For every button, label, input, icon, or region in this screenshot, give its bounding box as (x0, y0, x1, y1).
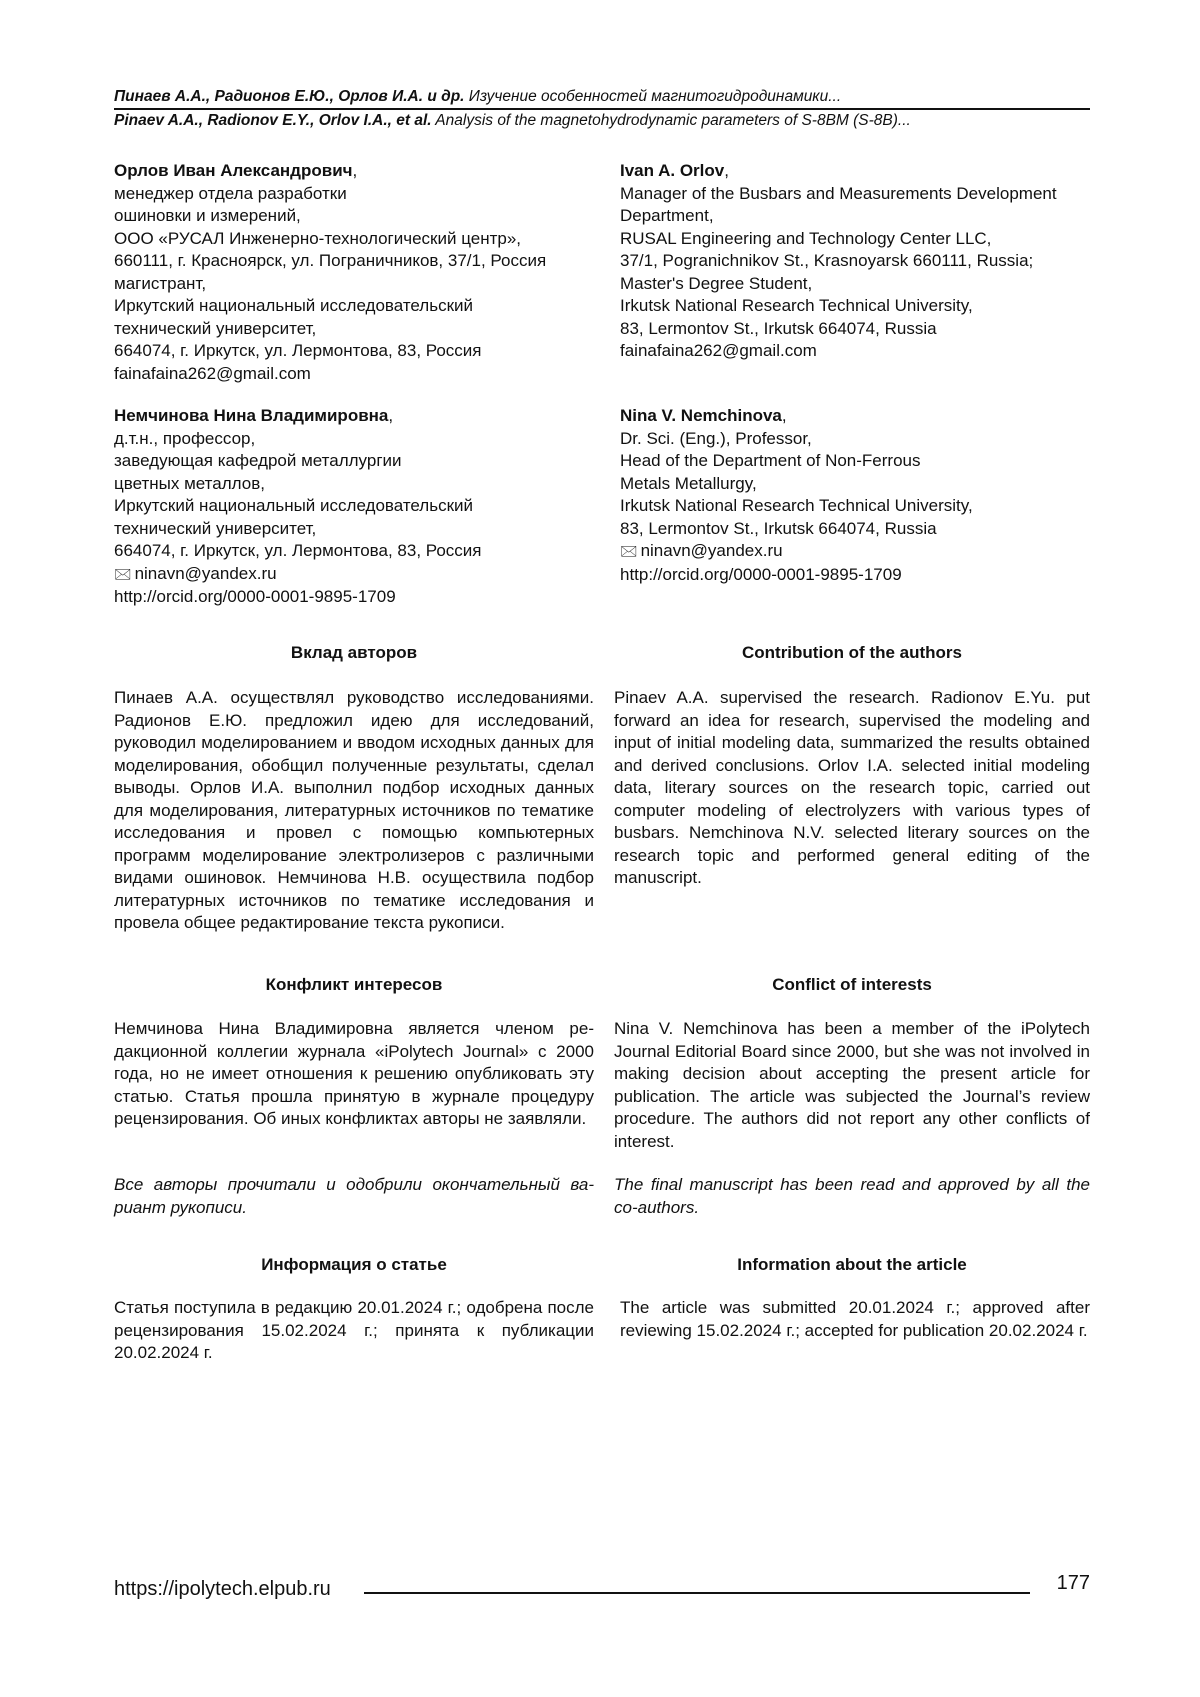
envelope-icon: 🖂 (114, 565, 132, 583)
header-en-authors: Pinaev A.A., Radionov E.Y., Orlov I.A., et al. (114, 112, 432, 129)
contribution-text-en: Pinaev A.A. supervised the research. Radionov E.Yu. put forward an idea for research, supervised the modeling and input of initial modeling data, summarized the results obtained and derived conclusions. Orlov I.A. selected initial modeling data, literary sources on the research topic, carried out computer modeling of electrolyzers with various types of busbars. Nemchinova N.V. selected literary sources on the research topic and performed general editing of the manuscript. (614, 688, 1090, 887)
author-email[interactable]: ninavn@yandex.ru (134, 563, 277, 583)
footer-rule (364, 1592, 1030, 1594)
author-line: Manager of the Busbars and Measurements Development (620, 183, 1057, 203)
author-name: Nina V. Nemchinova (620, 406, 782, 425)
author-line: ООО «РУСАЛ Инженерно-технологический центр», (114, 228, 522, 248)
header-ru-authors: Пинаев А.А., Радионов Е.Ю., Орлов И.А. и др. (114, 88, 465, 105)
author-line: заведующая кафедрой металлургии (114, 451, 402, 470)
running-header (114, 86, 1090, 132)
author-line: Head of the Department of Non-Ferrous (620, 451, 921, 470)
contribution-title-ru: Вклад авторов (290, 643, 418, 662)
author-name: Немчинова Нина Владимировна (114, 406, 389, 425)
author-line: RUSAL Engineering and Technology Center LLC, (620, 228, 992, 248)
author-line: 37/1, Pogranichnikov St., Krasnoyarsk 660111, Russia; (620, 251, 1034, 270)
conflict-title-ru: Конфликт интересов (265, 975, 443, 994)
author-line: Иркутский национальный исследовательский (114, 496, 474, 515)
author-nemchinova-ru: Немчинова Нина Владимировна, д.т.н., профессор, заведующая кафедрой металлургии цветных металлов, Иркутский национальный исследовательский технический университет, 664074, г. Иркутск, ул. Лермонтова, 83, Россия 🖂 ninavn@yandex.ru http://orcid.org/0000-0001-9895-1709 (114, 405, 594, 609)
header-en-title: Analysis of the magnetohydrodynamic parameters of S-8BM (S-8B)... (431, 112, 911, 129)
author-line: 660111, г. Красноярск, ул. Пограничников, 37/1, Россия (114, 251, 547, 270)
page-number: 177 (1056, 1572, 1090, 1594)
author-line: магистрант, (114, 273, 207, 293)
author-line: менеджер отдела разработки (114, 183, 347, 203)
author-line: Irkutsk National Research Technical University, (620, 296, 973, 315)
conflict-title-en: Conflict of interests (772, 975, 932, 994)
author-line: технический университет, (114, 318, 317, 338)
header-en-line (114, 110, 1090, 132)
author-line: Иркутский национальный исследовательский (114, 296, 474, 315)
footer-url[interactable]: https://ipolytech.elpub.ru (114, 1578, 331, 1600)
author-orcid[interactable]: http://orcid.org/0000-0001-9895-1709 (114, 587, 396, 606)
approval-text-ru: Все авторы прочитали и одобрили окончательный вариант рукописи. (114, 1175, 594, 1217)
article-info-title-ru: Информация о статье (261, 1255, 447, 1274)
author-orlov-ru: Орлов Иван Александрович, менеджер отдела разработки ошиновки и измерений, ООО «РУСАЛ Инженерно-технологический центр», 660111, г. Красноярск, ул. Пограничников, 37/1, Россия магистрант, Иркутский национальный исследовательский технический университет, 664074, г. Иркутск, ул. Лермонтова, 83, Россия fainafaina262@gmail.com (114, 160, 594, 385)
contribution-title-en: Contribution of the authors (741, 643, 963, 662)
author-email[interactable]: ninavn@yandex.ru (640, 541, 783, 560)
author-nemchinova-en: Nina V. Nemchinova, Dr. Sci. (Eng.), Professor, Head of the Department of Non-Ferrous Metals Metallurgy, Irkutsk National Research Technical University, 83, Lermontov St., Irkutsk 664074, Russia 🖂 ninavn@yandex.ru http://orcid.org/0000-0001-9895-1709 (620, 405, 1090, 586)
author-line: 83, Lermontov St., Irkutsk 664074, Russia (620, 318, 937, 338)
author-email[interactable]: fainafaina262@gmail.com (620, 341, 817, 360)
author-line: Irkutsk National Research Technical University, (620, 496, 973, 515)
author-line: Master's Degree Student, (620, 273, 813, 293)
author-line: ошиновки и измерений, (114, 206, 301, 225)
author-line: 664074, г. Иркутск, ул. Лермонтова, 83, Россия (114, 341, 482, 360)
author-line: Department, (620, 206, 714, 225)
author-line: д.т.н., профессор, (114, 428, 256, 448)
author-line: 83, Lermontov St., Irkutsk 664074, Russia (620, 518, 937, 538)
author-line: 664074, г. Иркутск, ул. Лермонтова, 83, Россия (114, 541, 482, 560)
author-name: Орлов Иван Александрович (114, 161, 353, 180)
author-email[interactable]: fainafaina262@gmail.com (114, 363, 311, 383)
author-orcid[interactable]: http://orcid.org/0000-0001-9895-1709 (620, 564, 902, 584)
page-footer (114, 1572, 1090, 1608)
author-line: Metals Metallurgy, (620, 473, 757, 493)
conflict-text-en: Nina V. Nemchinova has been a member of the iPolytech Journal Editorial Board since 2000, but she was not involved in making decision about accepting the present article for publication. The article was subjected the Journal’s review procedure. The authors did not report any other conflicts of interest. (614, 1019, 1090, 1151)
article-info-title-en: Information about the article (737, 1255, 967, 1274)
article-info-text-en: The article was submitted 20.01.2024 г.; approved after reviewing 15.02.2024 г.; accepted for publication 20.02.2024 г. (620, 1298, 1090, 1340)
author-line: технический университет, (114, 518, 317, 538)
author-line: цветных металлов, (114, 473, 265, 493)
article-info-text-ru: Статья поступила в редакцию 20.01.2024 г.; одобрена после рецензирования 15.02.2024 г.; принята к публикации 20.02.2024 г. (114, 1298, 594, 1362)
header-ru-line (114, 86, 1090, 108)
header-ru-title: Изучение особенностей магнитогидродинамики... (464, 88, 842, 105)
author-orlov-en: Ivan A. Orlov, Manager of the Busbars and Measurements Development Department, RUSAL Engineering and Technology Center LLC, 37/1, Pogranichnikov St., Krasnoyarsk 660111, Russia; Master's Degree Student, Irkutsk National Research Technical University, 83, Lermontov St., Irkutsk 664074, Russia fainafaina262@gmail.com (620, 160, 1090, 363)
author-name: Ivan A. Orlov (620, 161, 725, 180)
approval-text-en: The final manuscript has been read and approved by all the co-authors. (614, 1175, 1090, 1217)
author-line: Dr. Sci. (Eng.), Professor, (620, 428, 812, 448)
conflict-text-ru: Немчинова Нина Владимировна является членом редакционной коллегии журнала «iPolytech Journal» с 2000 года, но не имеет отношения к решению опубликовать эту статью. Статья прошла принятую в журнале процедуру рецензирования. Об иных конфликтах авторы не заявляли. (114, 1019, 594, 1128)
contribution-text-ru: Пинаев А.А. осуществлял руководство исследованиями. Радионов Е.Ю. предложил идею для исследований, руководил моделированием и вводом исходных данных для моделирования, обобщил полученные результаты, сделал выводы. Орлов И.А. выполнил подбор исходных данных для моделирования, литературных источников по тематике исследования и провел с помощью компьютерных программ моделирование электролизеров с различными видами ошиновок. Немчинова Н.В. осуществила подбор литературных источников по тематике исследования и провела общее редактирование текста рукописи. (114, 688, 594, 932)
envelope-icon: 🖂 (620, 543, 638, 560)
